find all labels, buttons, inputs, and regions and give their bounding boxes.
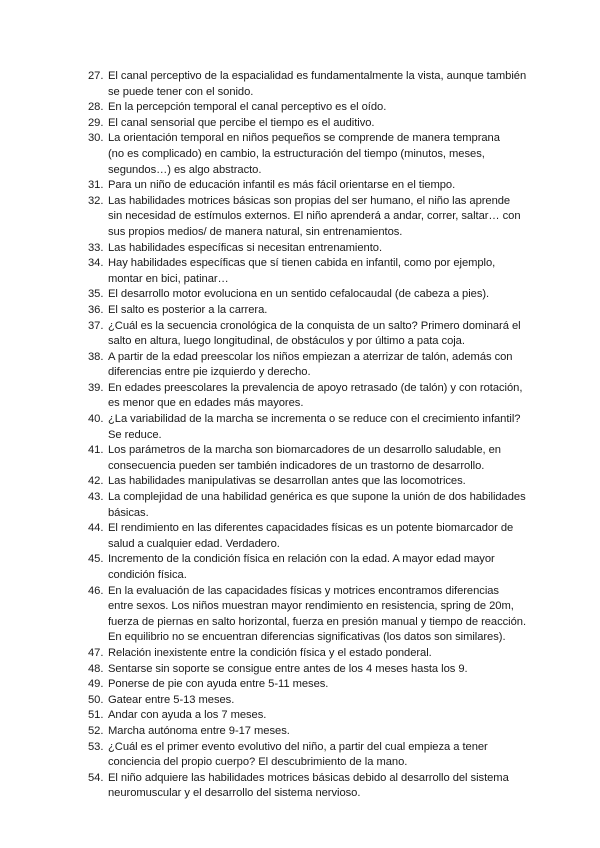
list-item <box>88 350 528 381</box>
item-number: 51. <box>88 709 104 722</box>
item-text: El canal sensorial que percibe el tiempo es el auditivo. <box>108 116 375 129</box>
item-text: El desarrollo motor evoluciona en un sentido cefalocaudal (de cabeza a pies). <box>108 288 490 301</box>
item-number: 32. <box>88 194 104 207</box>
item-text: Hay habilidades específicas que sí tienen cabida en infantil, como por ejemplo, montar en bici, patinar… <box>108 257 496 285</box>
item-number: 33. <box>88 241 104 254</box>
list-item <box>88 771 528 802</box>
list-item <box>88 256 528 287</box>
item-number: 31. <box>88 179 104 192</box>
list-item <box>88 521 528 552</box>
item-number: 41. <box>88 444 104 457</box>
list-item <box>88 319 528 350</box>
item-text: El salto es posterior a la carrera. <box>108 303 268 316</box>
list-item <box>88 708 528 724</box>
item-text: ¿Cuál es el primer evento evolutivo del niño, a partir del cual empieza a tener conciencia del propio cuerpo? El descubrimiento de la mano. <box>108 740 488 769</box>
list-item <box>88 100 528 116</box>
list-item <box>88 412 528 443</box>
item-number: 53. <box>88 740 104 753</box>
item-number: 35. <box>88 288 104 301</box>
list-item <box>88 740 528 771</box>
item-text: Las habilidades específicas si necesitan entrenamiento. <box>108 241 382 254</box>
item-number: 29. <box>88 116 104 129</box>
list-item <box>88 552 528 583</box>
item-text: A partir de la edad preescolar los niños empiezan a aterrizar de talón, además con diferencias entre pie izquierdo y derecho. <box>108 350 513 379</box>
item-text: El rendimiento en las diferentes capacidades físicas es un potente biomarcador de salud a cualquier edad. Verdadero. <box>108 522 514 550</box>
list-item <box>88 116 528 132</box>
item-number: 39. <box>88 381 104 394</box>
numbered-list <box>88 69 528 802</box>
item-text: En la evaluación de las capacidades físicas y motrices encontramos diferencias entre sexos. Los niños muestran mayor rendimiento en resistencia, spring de 20m, fuerza de piernas en salto horizontal, fuerza en presión manual y tiempo de reacción. En equilibrio no se encuentran diferencias significativas (los datos son similares). <box>108 584 527 644</box>
item-number: 34. <box>88 257 104 270</box>
list-item <box>88 693 528 709</box>
item-text: En la percepción temporal el canal perceptivo es el oído. <box>108 101 387 114</box>
item-number: 43. <box>88 491 104 504</box>
item-number: 52. <box>88 724 104 737</box>
item-number: 27. <box>88 70 104 82</box>
item-text: Los parámetros de la marcha son biomarcadores de un desarrollo saludable, en consecuencia pueden ser también indicadores de un trastorno de desarrollo. <box>108 444 501 472</box>
item-number: 46. <box>88 584 104 597</box>
list-item <box>88 287 528 303</box>
list-item <box>88 443 528 474</box>
item-number: 54. <box>88 771 104 784</box>
list-item <box>88 241 528 257</box>
list-item <box>88 724 528 740</box>
item-number: 30. <box>88 132 104 145</box>
item-text: En edades preescolares la prevalencia de apoyo retrasado (de talón) y con rotación, es menor que en edades más mayores. <box>108 381 523 410</box>
item-text: Andar con ayuda a los 7 meses. <box>108 709 267 722</box>
item-text: Marcha autónoma entre 9-17 meses. <box>108 724 290 737</box>
list-item <box>88 381 528 412</box>
list-item <box>88 69 528 100</box>
item-text: La complejidad de una habilidad genérica es que supone la unión de dos habilidades básicas. <box>108 491 526 519</box>
list-item <box>88 303 528 319</box>
list-item <box>88 677 528 693</box>
item-number: 37. <box>88 319 104 332</box>
item-text: Ponerse de pie con ayuda entre 5-11 meses. <box>108 678 329 691</box>
item-text: La orientación temporal en niños pequeños se comprende de manera temprana (no es complicado) en cambio, la estructuración del tiempo (minutos, meses, segundos…) es algo abstracto. <box>108 132 500 176</box>
item-number: 49. <box>88 678 104 691</box>
list-item <box>88 474 528 490</box>
item-number: 42. <box>88 475 104 488</box>
item-number: 48. <box>88 662 104 675</box>
item-number: 50. <box>88 693 104 706</box>
list-item <box>88 131 528 178</box>
item-text: El niño adquiere las habilidades motrices básicas debido al desarrollo del sistema neuromuscular y el desarrollo del sistema nervioso. <box>108 771 509 800</box>
list-item <box>88 584 528 646</box>
list-item <box>88 646 528 662</box>
item-text: ¿Cuál es la secuencia cronológica de la conquista de un salto? Primero dominará el salto en altura, luego longitudinal, de obstáculos y por último a pata coja. <box>108 319 521 348</box>
item-text: El canal perceptivo de la espacialidad es fundamentalmente la vista, aunque también se puede tener con el sonido. <box>108 70 527 98</box>
list-item <box>88 178 528 194</box>
item-number: 45. <box>88 553 104 566</box>
item-number: 36. <box>88 303 104 316</box>
list-item <box>88 490 528 521</box>
item-text: ¿La variabilidad de la marcha se incrementa o se reduce con el crecimiento infantil? Se reduce. <box>108 413 521 441</box>
item-number: 38. <box>88 350 104 363</box>
list-item <box>88 194 528 241</box>
item-number: 40. <box>88 413 104 426</box>
list-item <box>88 662 528 678</box>
item-text: Relación inexistente entre la condición física y el estado ponderal. <box>108 646 432 659</box>
item-number: 47. <box>88 646 104 659</box>
item-number: 44. <box>88 522 104 535</box>
item-text: Incremento de la condición física en relación con la edad. A mayor edad mayor condición física. <box>108 553 495 581</box>
item-text: Las habilidades manipulativas se desarrollan antes que las locomotrices. <box>108 475 466 488</box>
item-text: Para un niño de educación infantil es más fácil orientarse en el tiempo. <box>108 179 456 192</box>
item-text: Las habilidades motrices básicas son propias del ser humano, el niño las aprende sin necesidad de estímulos externos. El niño aprenderá a andar, correr, saltar… con sus propios medios/ de manera natural, sin entrenamientos. <box>108 194 521 238</box>
item-text: Sentarse sin soporte se consigue entre antes de los 4 meses hasta los 9. <box>108 662 468 675</box>
item-text: Gatear entre 5-13 meses. <box>108 693 235 706</box>
item-number: 28. <box>88 101 104 114</box>
